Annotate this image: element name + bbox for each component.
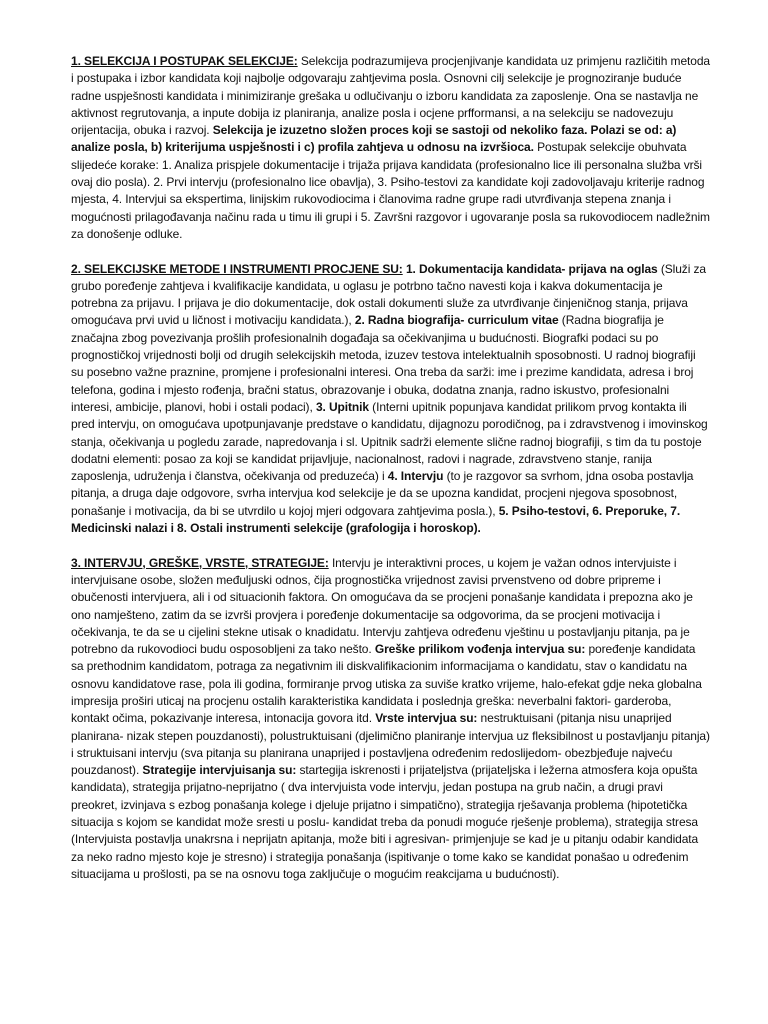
section-selekcija [71,53,710,243]
bold-text: 3. Upitnik [315,399,369,414]
bold-text: 4. Intervju [387,469,444,484]
bold-text: Greške prilikom vođenja intervjua su: [374,642,586,657]
body-text: Intervju je interaktivni proces, u kojem je važan odnos intervjuiste i intervjuisane osobe, složen međuljuski odnos, čija prognostička vrijednost zavisi prvenstveno od dobre pripreme i obučenosti intervjuera, ali i od situacionih faktora. On omogućava da se procjeni ponašanje kandidata i prepozna ako je ono namješteno, zatim da se izvrši provjera i poređenje dokumentacije sa odgovorima, da se procjeni motivacija i očekivanja, te da se u cijelini stekne utisak o knadidatu. Intervju zahtjeva određenu vještinu u postavljanju pitanja, pa je potrebno da rukovodioci budu osposobljeni za tako nešto. [71,555,693,657]
section-intervju [71,555,710,884]
bold-text: 1. Dokumentacija kandidata- prijava na oglas [405,261,658,276]
section-heading: 3. INTERVJU, GREŠKE, VRSTE, STRATEGIJE: [71,555,329,570]
body-text: startegija iskrenosti i prijateljstva (prijateljska i ležerna atmosfera koja opušta kandidata), strategija prijatno-neprijatno ( dva intervjuista vode intervju, jedan postupa na grub način, a drugi pravi preokret, izvinjava s ezbog ponašanja kolege i djeluje prijatno i simpatično), strategija rješavanja problema (hipotetička situacija s kojom se kandidat može sresti u poslu- kandidat treba da ponudi moguće rješenje problema), strategija stresa (Intervjuista postavlja unakrsna i neprijatn apitanja, može biti i agresivan- primjenjuje se kad je u pitanju odabir kandidata za neko radno mjesto koje je stresno) i strategija ponašanja (ispitivanje o tome kako se kandidat ponašao u određenim situacijama u prošlosti, pa se na osnovu toga zaključuje o mogućim reakcijama u budućnosti). [71,763,699,881]
bold-text: Selekcija je izuzetno složen proces koji se sastoji od nekoliko faza. Polazi se od: a) analize posla, b) kriterijuma uspješnosti i c) profila zahtjeva u odnosu na izvršioca. [71,123,677,155]
body-text: (Služi za grubo poređenje zahtjeva i kvalifikacije kandidata, u oglasu je potrbno tačno navesti koja i kakva dokumentacija je potrebna za prijavu. I prijava je dio dokumentacije, dok ostali dokumenti služe za utvrđivanje činjeničnog stanja, prijava omogućava prvi uvid u ličnost i motivaciju kandidata.), [71,261,706,328]
body-text: (to je razgovor sa svrhom, jdna osoba postavlja pitanja, a druga daje odgovore, svrha intervjua kod selekcije je da se upozna kandidat, procjeni njegova sposobnost, ponašanje i motivacija, da bi se utvrdilo u kojoj mjeri odgovara zahtjevima posla.), [71,469,694,518]
body-text: Selekcija podrazumijeva procjenjivanje kandidata uz primjenu različitih metoda i postupaka i izbor kandidata koji najbolje odgovaraju zahtjevima posla. Osnovni cilj selekcije je prognoziranje buduće radne uspješnosti kandidata i minimiziranje grešaka u odlučivanju o izboru kandidata za zaposlenje. Ona se nastavlja ne aktivnost regrutovanja, a inpute dobija iz planiranja, analize posla i ocjene prfformansi, a na selekciju se nadovezuju orijentacija, obuka i razvoj. [71,54,710,138]
bold-text: 2. Radna biografija- curriculum vitae [354,313,559,328]
body-text: nestruktuisani (pitanja nisu unaprijed planirana- nizak stepen pouzdanosti), polustruktuisani (djelimično planiranje intervjua uz fleksibilnost u postavljanju pitanja) i struktuisani intervju (sva pitanja su planirana unaprijed i postavljena određenim redoslijedom- obezbjeđuje najveću pouzdanost). [71,711,710,778]
body-text: Postupak selekcije obuhvata slijedeće korake: 1. Analiza prispjele dokumentacije i trijaža prijava kandidata (profesionalno lice ili personalna služba vrši ovaj dio posla). 2. Prvi intervju (profesionalno lice obavlja), 3. Psiho-testovi za kandidate koji zadovoljavaju kriterije radnog mjesta, 4. Intervjui sa ekspertima, linijskim rukovodiocima i članovima radne grupe radi utvrđivanja stepena znanja i mogućnosti prilagođavanja načinu rada u timu ili grupi i 5. Završni razgovor i ugovaranje posla sa rukovodiocem nadležnim za donošenje odluke. [71,140,710,241]
section-metode-instrumenti [71,261,710,538]
bold-text: Vrste intervjua su: [375,711,478,726]
bold-text: Strategije intervjuisanja su: [142,763,297,778]
body-text: poređenje kandidata sa prethodnim kandidatom, potraga za negativnim ili diskvalifikacionim informacijama o kandidatu, stav o kandidatu na osnovu kandidatove rase, pola ili godina, formiranje prvog utiska za suviše kratko vrijeme, halo-efekat gdje neka globalna impresija proširi uticaj na procjenu ostalih karakteristika kandidata i poslednja greška: neverbalni faktori- garderoba, kontakt očima, pokazivanje interesa, intonacija govora itd. [71,642,702,726]
body-text: (Interni upitnik popunjava kandidat prilikom prvog kontakta ili pred intervju, on omogućava upotpunjavanje predstave o kandidatu, dijagnozu porodičnog, pa i zdravstvenog i imovinskog stanja, očekivanja u pogledu zarade, napredovanja i sl. Upitnik sadrži elemente slične radnoj biografiji, s tim da tu postoje dodatni elementi: posao za koji se kandidat prijavljuje, nacionalnost, radovi i nagrade, zdravstveno stanje, ranija zaposlenja, udruženja i članstva, očekivanja od preduzeća) i [71,399,708,484]
bold-text: 5. Psiho-testovi, 6. Preporuke, 7. Medicinski nalazi i 8. Ostali instrumenti selekcije (grafologija i horoskop). [71,503,681,536]
body-text: (Radna biografija je značajna zbog povezivanja prošlih profesionalnih događaja sa očekivanjima u budućnosti. Biografki podaci su po prognostičkoj vrijednosti bolji od drugih selekcijskih metoda, izuzev testova intelektualnih sposobnosti. U radnoj biografiji su posebno važne praznine, promjene i profesionalni interesi. Ona treba da sarži: ime i prezime kandidata, adresa i broj telefona, godina i mjesto rođenja, bračni status, obrazovanje i obuka, dodatna znanja, radno iskustvo, profesionalni interesi, ambicije, planovi, hobi i ostali podaci), [71,313,696,414]
section-heading: 1. SELEKCIJA I POSTUPAK SELEKCIJE: [71,54,298,68]
section-heading: 2. SELEKCIJSKE METODE I INSTRUMENTI PROCJENE SU: [71,261,403,276]
